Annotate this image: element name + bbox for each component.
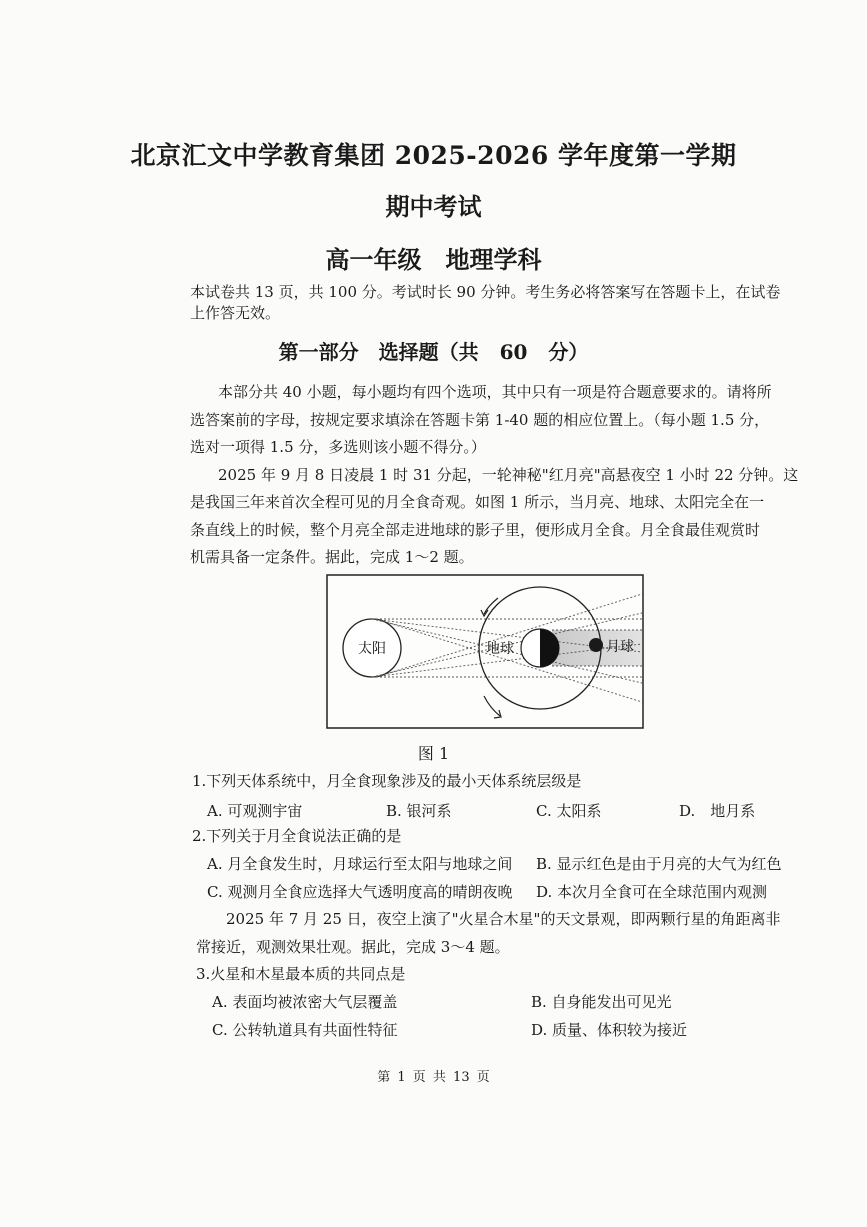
question-3-stem: 3.火星和木星最本质的共同点是: [196, 965, 406, 983]
question-1-option-d: D. 地月系: [679, 802, 756, 820]
moon-icon: [589, 638, 603, 652]
question-2-option-b: B. 显示红色是由于月亮的大气为红色: [536, 855, 782, 873]
exam-title: 北京汇文中学教育集团 2025-2026 学年度第一学期: [130, 141, 737, 170]
passage1-line-3: 条直线上的时候，整个月亮全部走进地球的影子里，便形成月全食。月全食最佳观赏时: [190, 521, 761, 539]
question-3-option-b: B. 自身能发出可见光: [531, 993, 672, 1011]
sun-label: 太阳: [358, 641, 386, 657]
passage1-line-1: 2025 年 9 月 8 日凌晨 1 时 31 分起，一轮神秘"红月亮"高悬夜空 1 小时 22 分钟。这: [218, 466, 799, 484]
question-3-option-d: D. 质量、体积较为接近: [531, 1021, 688, 1039]
eclipse-diagram: [326, 574, 644, 729]
passage1-line-2: 是我国三年来首次全程可见的月全食奇观。如图 1 所示，当月亮、地球、太阳完全在一: [190, 493, 765, 511]
section-title: 第一部分 选择题（共 60 分）: [278, 340, 589, 364]
question-2-stem: 2.下列关于月全食说法正确的是: [192, 827, 402, 845]
question-1-option-b: B. 银河系: [386, 802, 452, 820]
grade-subject: 高一年级 地理学科: [325, 245, 542, 274]
moon-label: 月球: [606, 639, 634, 655]
instruction-line-2: 选答案前的字母，按规定要求填涂在答题卡第 1-40 题的相应位置上。（每小题 1.5 分，: [190, 411, 770, 429]
instruction-line-1: 本部分共 40 小题，每小题均有四个选项，其中只有一项是符合题意要求的。请将所: [218, 383, 772, 401]
passage2-line-2: 常接近，观测效果壮观。据此，完成 3～4 题。: [196, 938, 510, 956]
question-2-option-d: D. 本次月全食可在全球范围内观测: [536, 883, 768, 901]
page-footer: 第 1 页 共 13 页: [377, 1070, 490, 1085]
instruction-line-3: 选对一项得 1.5 分，多选则该小题不得分。）: [190, 438, 486, 456]
question-1-option-c: C. 太阳系: [536, 802, 602, 820]
intro-line-1: 本试卷共 13 页，共 100 分。考试时长 90 分钟。考生务必将答案写在答题卡上，在试卷: [190, 283, 781, 301]
intro-line-2: 上作答无效。: [190, 304, 281, 322]
passage2-line-1: 2025 年 7 月 25 日，夜空上演了"火星合木星"的天文景观，即两颗行星的角距离非: [226, 910, 781, 928]
exam-subtitle: 期中考试: [385, 192, 482, 221]
question-1-option-a: A. 可观测宇宙: [207, 802, 303, 820]
passage1-line-4: 机需具备一定条件。据此，完成 1～2 题。: [190, 548, 474, 566]
question-1-stem: 1.下列天体系统中，月全食现象涉及的最小天体系统层级是: [192, 772, 582, 790]
question-2-option-a: A. 月全食发生时，月球运行至太阳与地球之间: [207, 855, 513, 873]
question-3-option-a: A. 表面均被浓密大气层覆盖: [212, 993, 398, 1011]
figure-caption: 图 1: [417, 744, 450, 763]
question-2-option-c: C. 观测月全食应选择大气透明度高的晴朗夜晚: [207, 883, 513, 901]
earth-label: 地球: [486, 641, 514, 657]
question-3-option-c: C. 公转轨道具有共面性特征: [212, 1021, 398, 1039]
